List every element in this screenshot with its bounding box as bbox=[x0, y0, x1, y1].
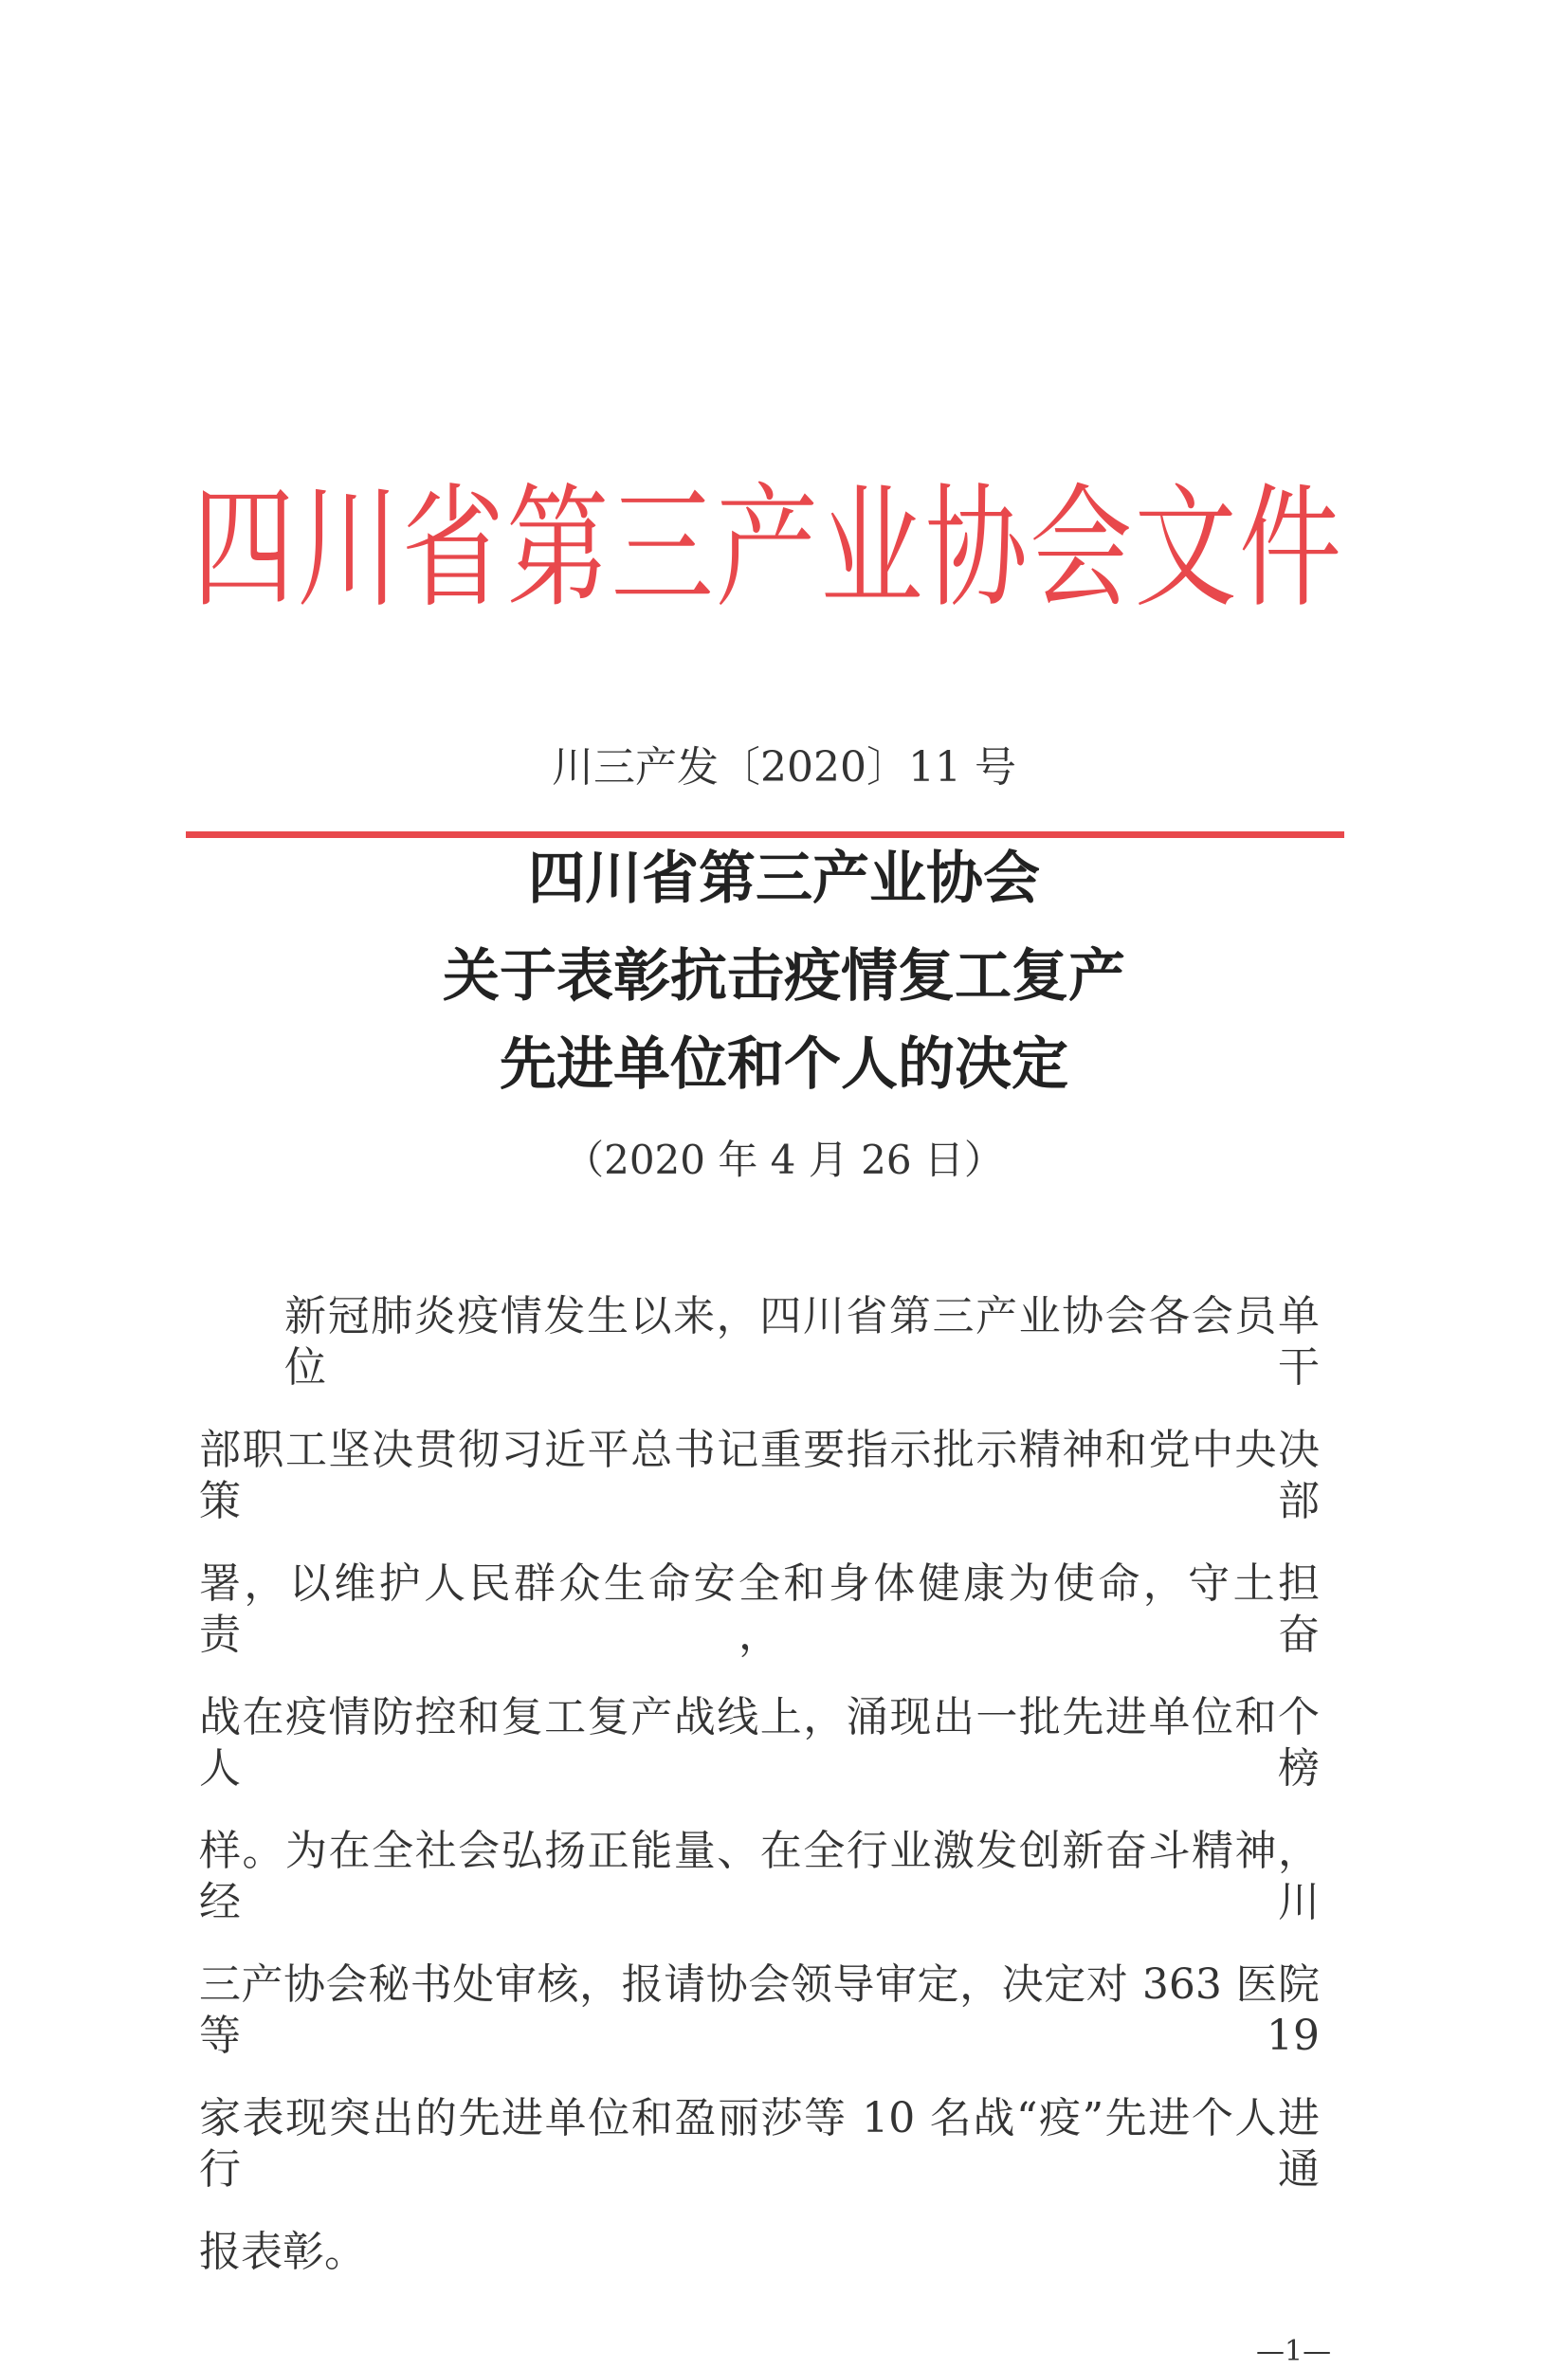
document-number: 川三产发〔2020〕11 号 bbox=[552, 743, 1016, 792]
body-line: 家表现突出的先进单位和盈丽莎等 10 名战“疫”先进个人进行通 bbox=[199, 2094, 1320, 2194]
document-header: 四川省第三产业协会文件 bbox=[192, 472, 1341, 627]
document-date: （2020 年 4 月 26 日） bbox=[564, 1137, 1004, 1183]
body-line: 样。为在全社会弘扬正能量、在全行业激发创新奋斗精神，经川 bbox=[199, 1827, 1320, 1926]
title-line-1: 四川省第三产业协会 bbox=[528, 846, 1040, 912]
page-number: —1— bbox=[1256, 2335, 1332, 2368]
body-line: 署，以维护人民群众生命安全和身体健康为使命，守土担责，奋 bbox=[199, 1559, 1320, 1659]
body-line: 新冠肺炎疫情发生以来，四川省第三产业协会各会员单位干 bbox=[284, 1292, 1320, 1392]
body-line: 战在疫情防控和复工复产战线上，涌现出一批先进单位和个人榜 bbox=[199, 1693, 1320, 1793]
body-paragraph bbox=[0, 1291, 1568, 2278]
title-line-2: 关于表彰抗击疫情复工复产 bbox=[443, 943, 1125, 1010]
red-divider bbox=[186, 831, 1344, 838]
document-header-block bbox=[192, 472, 1341, 627]
body-line: 三产协会秘书处审核，报请协会领导审定，决定对 363 医院等 19 bbox=[199, 1960, 1320, 2060]
title-line-3: 先进单位和个人的决定 bbox=[500, 1031, 1068, 1098]
body-line: 报表彰。 bbox=[199, 2228, 366, 2276]
body-line: 部职工坚决贯彻习近平总书记重要指示批示精神和党中央决策部 bbox=[199, 1426, 1320, 1525]
